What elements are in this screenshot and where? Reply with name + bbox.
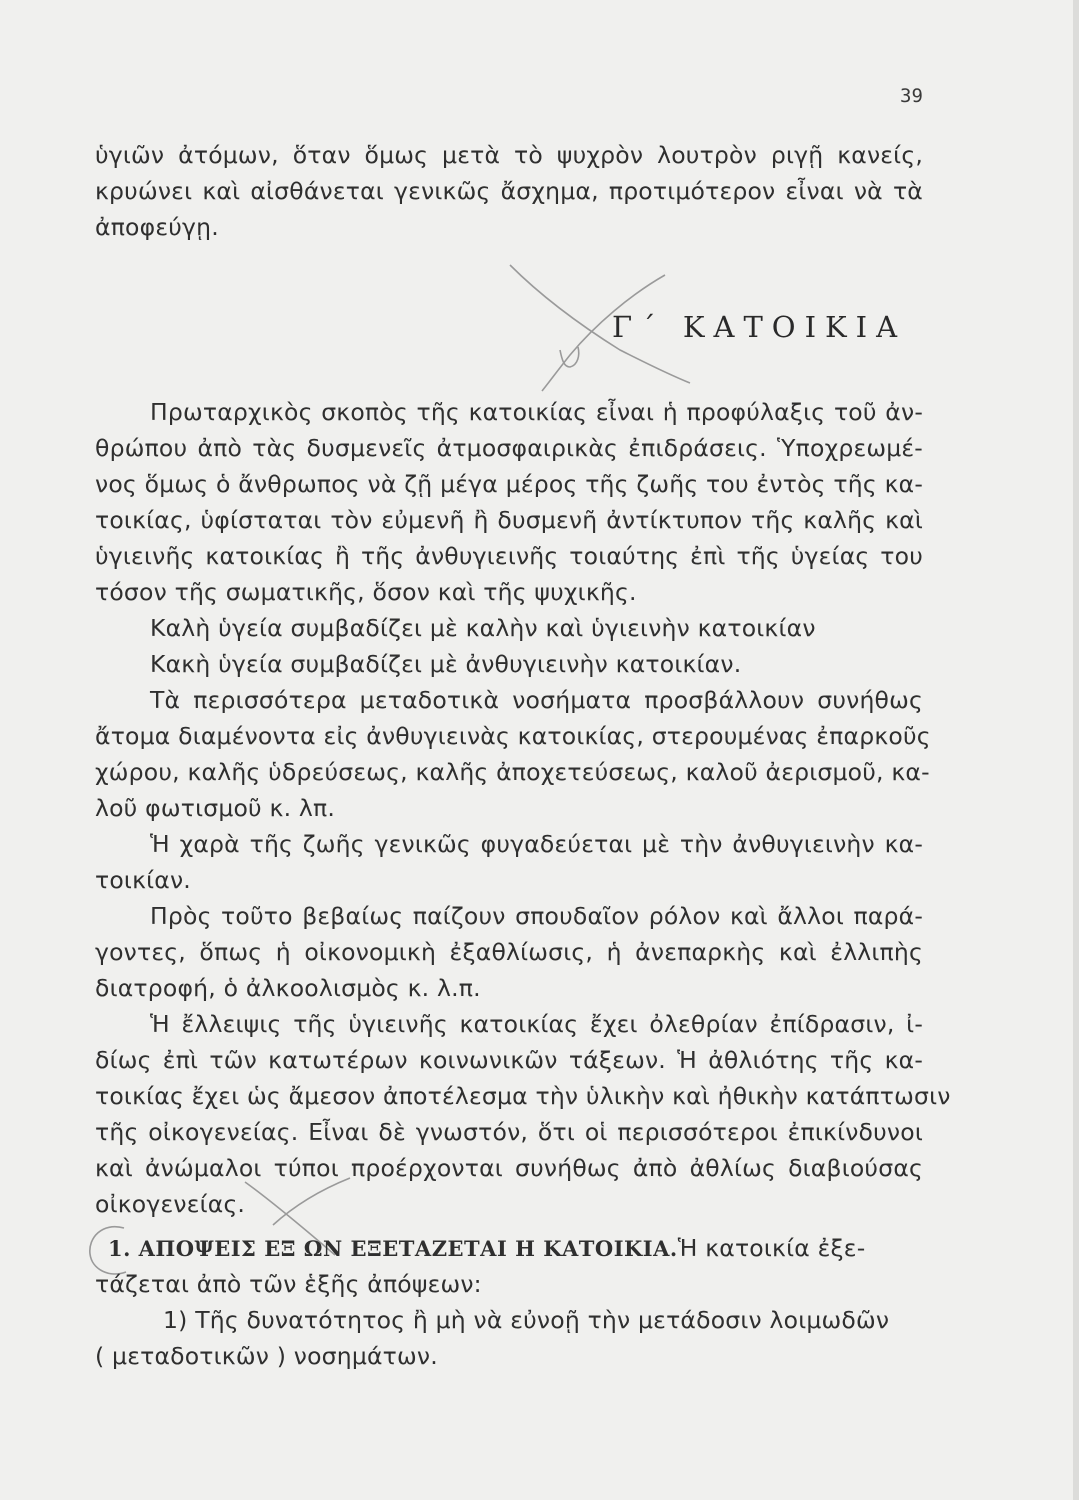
body-line: τοικίαν. <box>95 866 191 894</box>
page-edge-shadow <box>1073 0 1079 1500</box>
body-line: οἰκογενείας. <box>95 1190 246 1218</box>
body-line: καὶ ἀνώμαλοι τύποι προέρχονται συνήθως ἀπὸ ἀθλίως διαβιούσας <box>95 1154 923 1182</box>
subsection-heading-line <box>108 1233 923 1264</box>
body-line: θρώπου ἀπὸ τὰς δυσμενεῖς ἀτμοσφαιρικὰς ἐπιδράσεις. Ὑποχρεωμέ- <box>95 434 923 462</box>
body-line: γοντες, ὅπως ἡ οἰκονομικὴ ἐξαθλίωσις, ἡ ἀνεπαρκὴς καὶ ἐλλιπὴς <box>95 938 923 966</box>
body-line: Καλὴ ὑγεία συμβαδίζει μὲ καλὴν καὶ ὑγιεινὴν κατοικίαν <box>150 614 816 642</box>
body-line: ὑγιῶν ἀτόμων, ὅταν ὅμως μετὰ τὸ ψυχρὸν λουτρὸν ριγῇ κανείς, <box>95 141 923 169</box>
body-line: νος ὅμως ὁ ἄνθρωπος νὰ ζῇ μέγα μέρος τῆς ζωῆς του ἐντὸς τῆς κα- <box>95 470 923 498</box>
subsection-title: ΑΠΟΨΕΙΣ ΕΞ ΩΝ ΕΞΕΤΑΖΕΤΑΙ Η ΚΑΤΟΙΚΙΑ. <box>138 1236 678 1261</box>
body-line: διατροφή, ὁ ἀλκοολισμὸς κ. λ.π. <box>95 974 481 1002</box>
list-item-continuation: ( μεταδοτικῶν ) νοσημάτων. <box>95 1342 438 1370</box>
body-line: τοικίας ἔχει ὡς ἄμεσον ἀποτέλεσμα τὴν ὑλικὴν καὶ ἠθικὴν κατάπτωσιν <box>95 1082 951 1110</box>
body-line: ἄτομα διαμένοντα εἰς ἀνθυγιεινὰς κατοικίας, στερουμένας ἐπαρκοῦς <box>95 722 931 750</box>
section-heading: Γ΄ ΚΑΤΟΙΚΙΑ <box>612 310 907 344</box>
body-line: χώρου, καλῆς ὑδρεύσεως, καλῆς ἀποχετεύσεως, καλοῦ ἀερισμοῦ, κα- <box>95 758 930 786</box>
body-line: τῆς οἰκογενείας. Εἶναι δὲ γνωστόν, ὅτι οἱ περισσότεροι ἐπικίνδυνοι <box>95 1118 923 1146</box>
list-item: 1) Τῆς δυνατότητος ἢ μὴ νὰ εὐνοῇ τὴν μετάδοσιν λοιμωδῶν <box>163 1306 890 1334</box>
body-line: κρυώνει καὶ αἰσθάνεται γενικῶς ἄσχημα, προτιμότερον εἶναι νὰ τὰ <box>95 177 923 205</box>
subsection-intro-text: Ἡ κατοικία ἐξε- <box>677 1234 866 1262</box>
body-line: ἀποφεύγῃ. <box>95 213 219 241</box>
body-line: Ἡ ἔλλειψις τῆς ὑγιεινῆς κατοικίας ἔχει ὀλεθρίαν ἐπίδρασιν, ἰ- <box>150 1010 923 1038</box>
body-line: Τὰ περισσότερα μεταδοτικὰ νοσήματα προσβάλλουν συνήθως <box>150 686 923 714</box>
body-line: τόσον τῆς σωματικῆς, ὅσον καὶ τῆς ψυχικῆς. <box>95 578 637 606</box>
body-line: Πρὸς τοῦτο βεβαίως παίζουν σπουδαῖον ρόλον καὶ ἄλλοι παρά- <box>150 902 923 930</box>
body-line: Πρωταρχικὸς σκοπὸς τῆς κατοικίας εἶναι ἡ προφύλαξις τοῦ ἀν- <box>150 398 923 426</box>
body-line: Ἡ χαρὰ τῆς ζωῆς γενικῶς φυγαδεύεται μὲ τὴν ἀνθυγιεινὴν κα- <box>150 830 923 858</box>
body-line: ὑγιεινῆς κατοικίας ἢ τῆς ἀνθυγιεινῆς τοιαύτης ἐπὶ τῆς ὑγείας του <box>95 542 923 570</box>
page-number: 39 <box>900 85 923 107</box>
body-line: Κακὴ ὑγεία συμβαδίζει μὲ ἀνθυγιεινὴν κατοικίαν. <box>150 650 742 678</box>
body-line: δίως ἐπὶ τῶν κατωτέρων κοινωνικῶν τάξεων. Ἡ ἀθλιότης τῆς κα- <box>95 1046 923 1074</box>
body-line: τοικίας, ὑφίσταται τὸν εὐμενῆ ἢ δυσμενῆ ἀντίκτυπον τῆς καλῆς καὶ <box>95 506 923 534</box>
body-line: τάζεται ἀπὸ τῶν ἑξῆς ἀπόψεων: <box>95 1270 482 1298</box>
body-line: λοῦ φωτισμοῦ κ. λπ. <box>95 794 336 822</box>
subsection-number: 1. <box>108 1236 131 1261</box>
